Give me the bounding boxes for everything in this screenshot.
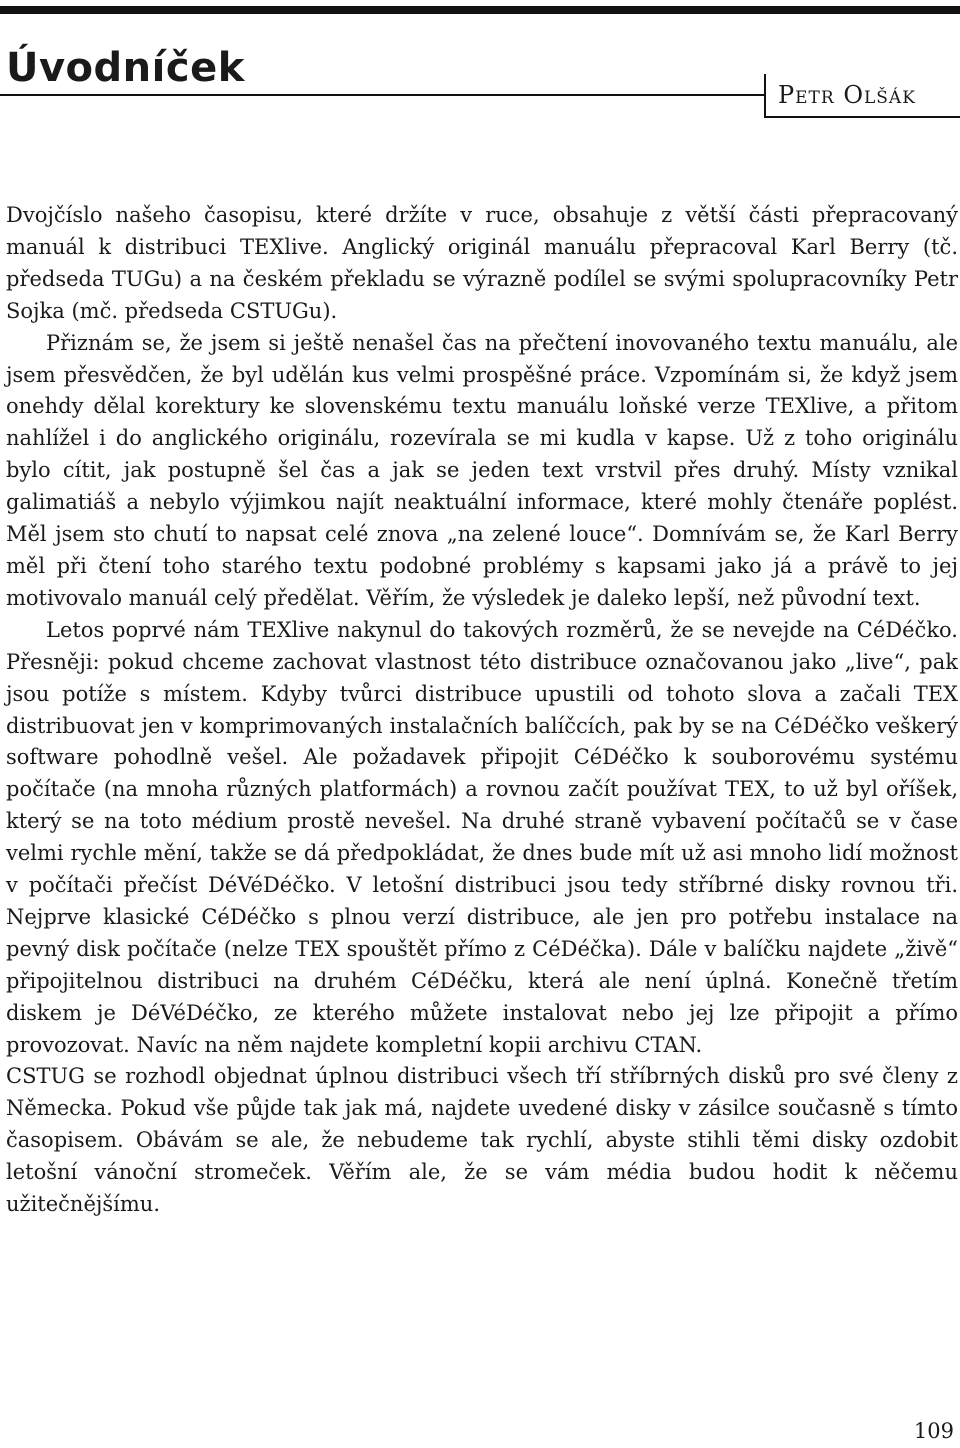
author-bracket — [764, 74, 766, 118]
top-rule — [0, 6, 960, 14]
title-rule — [0, 94, 765, 96]
article-title: Úvodníček — [6, 45, 245, 91]
author-name: Petr Olšák — [778, 81, 916, 109]
paragraph-3: Letos poprvé nám TEXlive nakynul do takových rozměrů, že se nevejde na CéDéčko. Přesněji: pokud chceme zachovat vlastnost této distribuce označovanou jako „live“, pak jsou potíže s místem. Kdyby tvůrci distribuce upustili od tohoto slova a začali TEX distribuovat jen v komprimovaných instalačních balíčcích, pak by se na CéDéčko veškerý software pohodlně vešel. Ale požadavek připojit CéDéčko k souborovému systému počítače (na mnoha různých platformách) a rovnou začít používat TEX, to už byl oříšek, který se na toto médium prostě nevešel. Na druhé straně vybavení počítačů se v čase velmi rychle mění, takže se dá předpokládat, že dnes bude mít už asi mnoho lidí možnost v počítači přečíst DéVéDéčko. V letošní distribuci jsou tedy stříbrné disky rovnou tři. Nejprve klasické CéDéčko s plnou verzí distribuce, ale jen pro potřebu instalace na pevný disk počítače (nelze TEX spouštět přímo z CéDéčka). Dále v balíčku najdete „živě“ připojitelnou distribuci na druhém CéDéčku, která ale není úplná. Konečně třetím diskem je DéVéDéčko, ze kterého můžete instalovat nebo jej lze připojit a přímo provozovat. Navíc na něm najdete kompletní kopii archivu CTAN. — [6, 617, 958, 1057]
paragraph-4: CSTUG se rozhodl objednat úplnou distribuci všech tří stříbrných disků pro své členy z Německa. Pokud vše půjde tak jak má, najdete uvedené disky v zásilce současně s tímto časopisem. Obávám se ale, že nebudeme tak rychlí, abyste stihli těmi disky ozdobit letošní vánoční stromeček. Věřím ale, že se vám média budou hodit k něčemu užitečnějšímu. — [6, 1064, 958, 1217]
page-number: 109 — [913, 1419, 954, 1443]
author-rule — [764, 116, 960, 118]
paragraph-2: Přiznám se, že jsem si ještě nenašel čas na přečtení inovovaného textu manuálu, ale jsem přesvědčen, že byl udělán kus velmi prospěšné práce. Vzpomínám si, že když jsem onehdy dělal korektury ke slovenskému textu manuálu loňské verze TEXlive, a přitom nahlížel i do anglického originálu, rozevírala se mi kudla v kapse. Už z toho originálu bylo cítit, jak postupně šel čas a jak se jeden text vrstvil přes druhý. Místy vznikal galimatiáš a nebylo výjimkou najít neaktuální informace, které mohly čtenáře poplést. Měl jsem sto chutí to napsat celé znova „na zelené louce“. Domnívám se, že Karl Berry měl při čtení toho starého textu podobné problémy s kapsami jako já a právě to jej motivovalo manuál celý předělat. Věřím, že výsledek je daleko lepší, než původní text. — [6, 330, 958, 610]
paragraph-1: Dvojčíslo našeho časopisu, které držíte v ruce, obsahuje z větší části přepracovaný manuál k distribuci TEXlive. Anglický originál manuálu přepracoval Karl Berry (tč. předseda TUGu) a na českém překladu se výrazně podílel se svými spolupracovníky Petr Sojka (mč. předseda CSTUGu). — [6, 203, 958, 323]
article-body — [6, 200, 958, 1221]
